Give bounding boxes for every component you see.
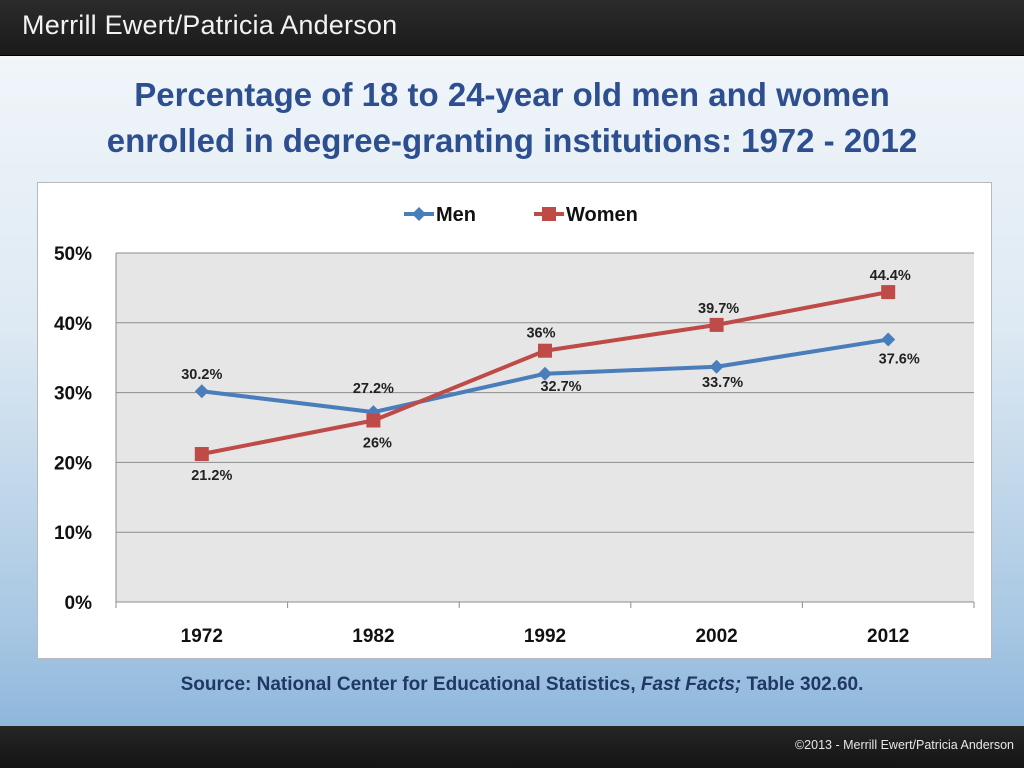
data-label-women: 21.2% bbox=[191, 468, 233, 485]
line-chart bbox=[38, 183, 991, 658]
y-tick-label: 10% bbox=[53, 523, 92, 545]
x-tick-label: 1992 bbox=[523, 626, 567, 647]
data-label-women: 26% bbox=[362, 435, 392, 452]
x-tick-label: 2012 bbox=[867, 626, 910, 647]
legend-marker bbox=[412, 207, 426, 221]
x-tick-label: 1972 bbox=[180, 626, 223, 647]
x-tick-label: 2002 bbox=[695, 626, 738, 647]
slide-title-line-1: Percentage of 18 to 24-year old men and women bbox=[134, 76, 890, 113]
source-italic: Fast Facts; bbox=[640, 674, 742, 695]
y-tick-label: 50% bbox=[53, 244, 92, 265]
x-tick-label: 1982 bbox=[352, 626, 395, 647]
marker-women bbox=[710, 318, 724, 332]
legend-label: Women bbox=[566, 204, 638, 226]
footer-bar bbox=[0, 726, 1024, 768]
marker-women bbox=[366, 414, 380, 428]
data-label-men: 30.2% bbox=[181, 367, 223, 384]
y-tick-label: 20% bbox=[53, 453, 92, 475]
header-title: Merrill Ewert/Patricia Anderson bbox=[22, 10, 398, 40]
source-note bbox=[0, 674, 1024, 696]
chart-container bbox=[37, 182, 992, 659]
header-bar bbox=[0, 0, 1024, 56]
slide-title-line-2: enrolled in degree-granting institutions: 1972 - 2012 bbox=[106, 122, 918, 159]
data-label-men: 37.6% bbox=[878, 351, 920, 368]
marker-women bbox=[538, 344, 552, 358]
source-prefix: Source: National Center for Educational Statistics, bbox=[180, 674, 641, 695]
legend-marker bbox=[542, 207, 556, 221]
y-tick-label: 40% bbox=[53, 313, 92, 335]
slide-title bbox=[0, 72, 1024, 164]
data-label-men: 27.2% bbox=[352, 381, 394, 398]
data-label-men: 33.7% bbox=[702, 374, 744, 391]
marker-women bbox=[195, 447, 209, 461]
data-label-women: 36% bbox=[526, 325, 556, 342]
marker-women bbox=[881, 285, 895, 299]
y-tick-label: 0% bbox=[64, 593, 92, 614]
source-suffix: Table 302.60. bbox=[741, 674, 864, 695]
data-label-women: 39.7% bbox=[698, 300, 740, 317]
y-tick-label: 30% bbox=[53, 383, 92, 405]
copyright-text: ©2013 - Merrill Ewert/Patricia Anderson bbox=[794, 738, 1014, 752]
plot-area bbox=[116, 253, 974, 602]
legend-label: Men bbox=[436, 204, 476, 226]
data-label-men: 32.7% bbox=[540, 378, 582, 395]
data-label-women: 44.4% bbox=[869, 268, 911, 285]
